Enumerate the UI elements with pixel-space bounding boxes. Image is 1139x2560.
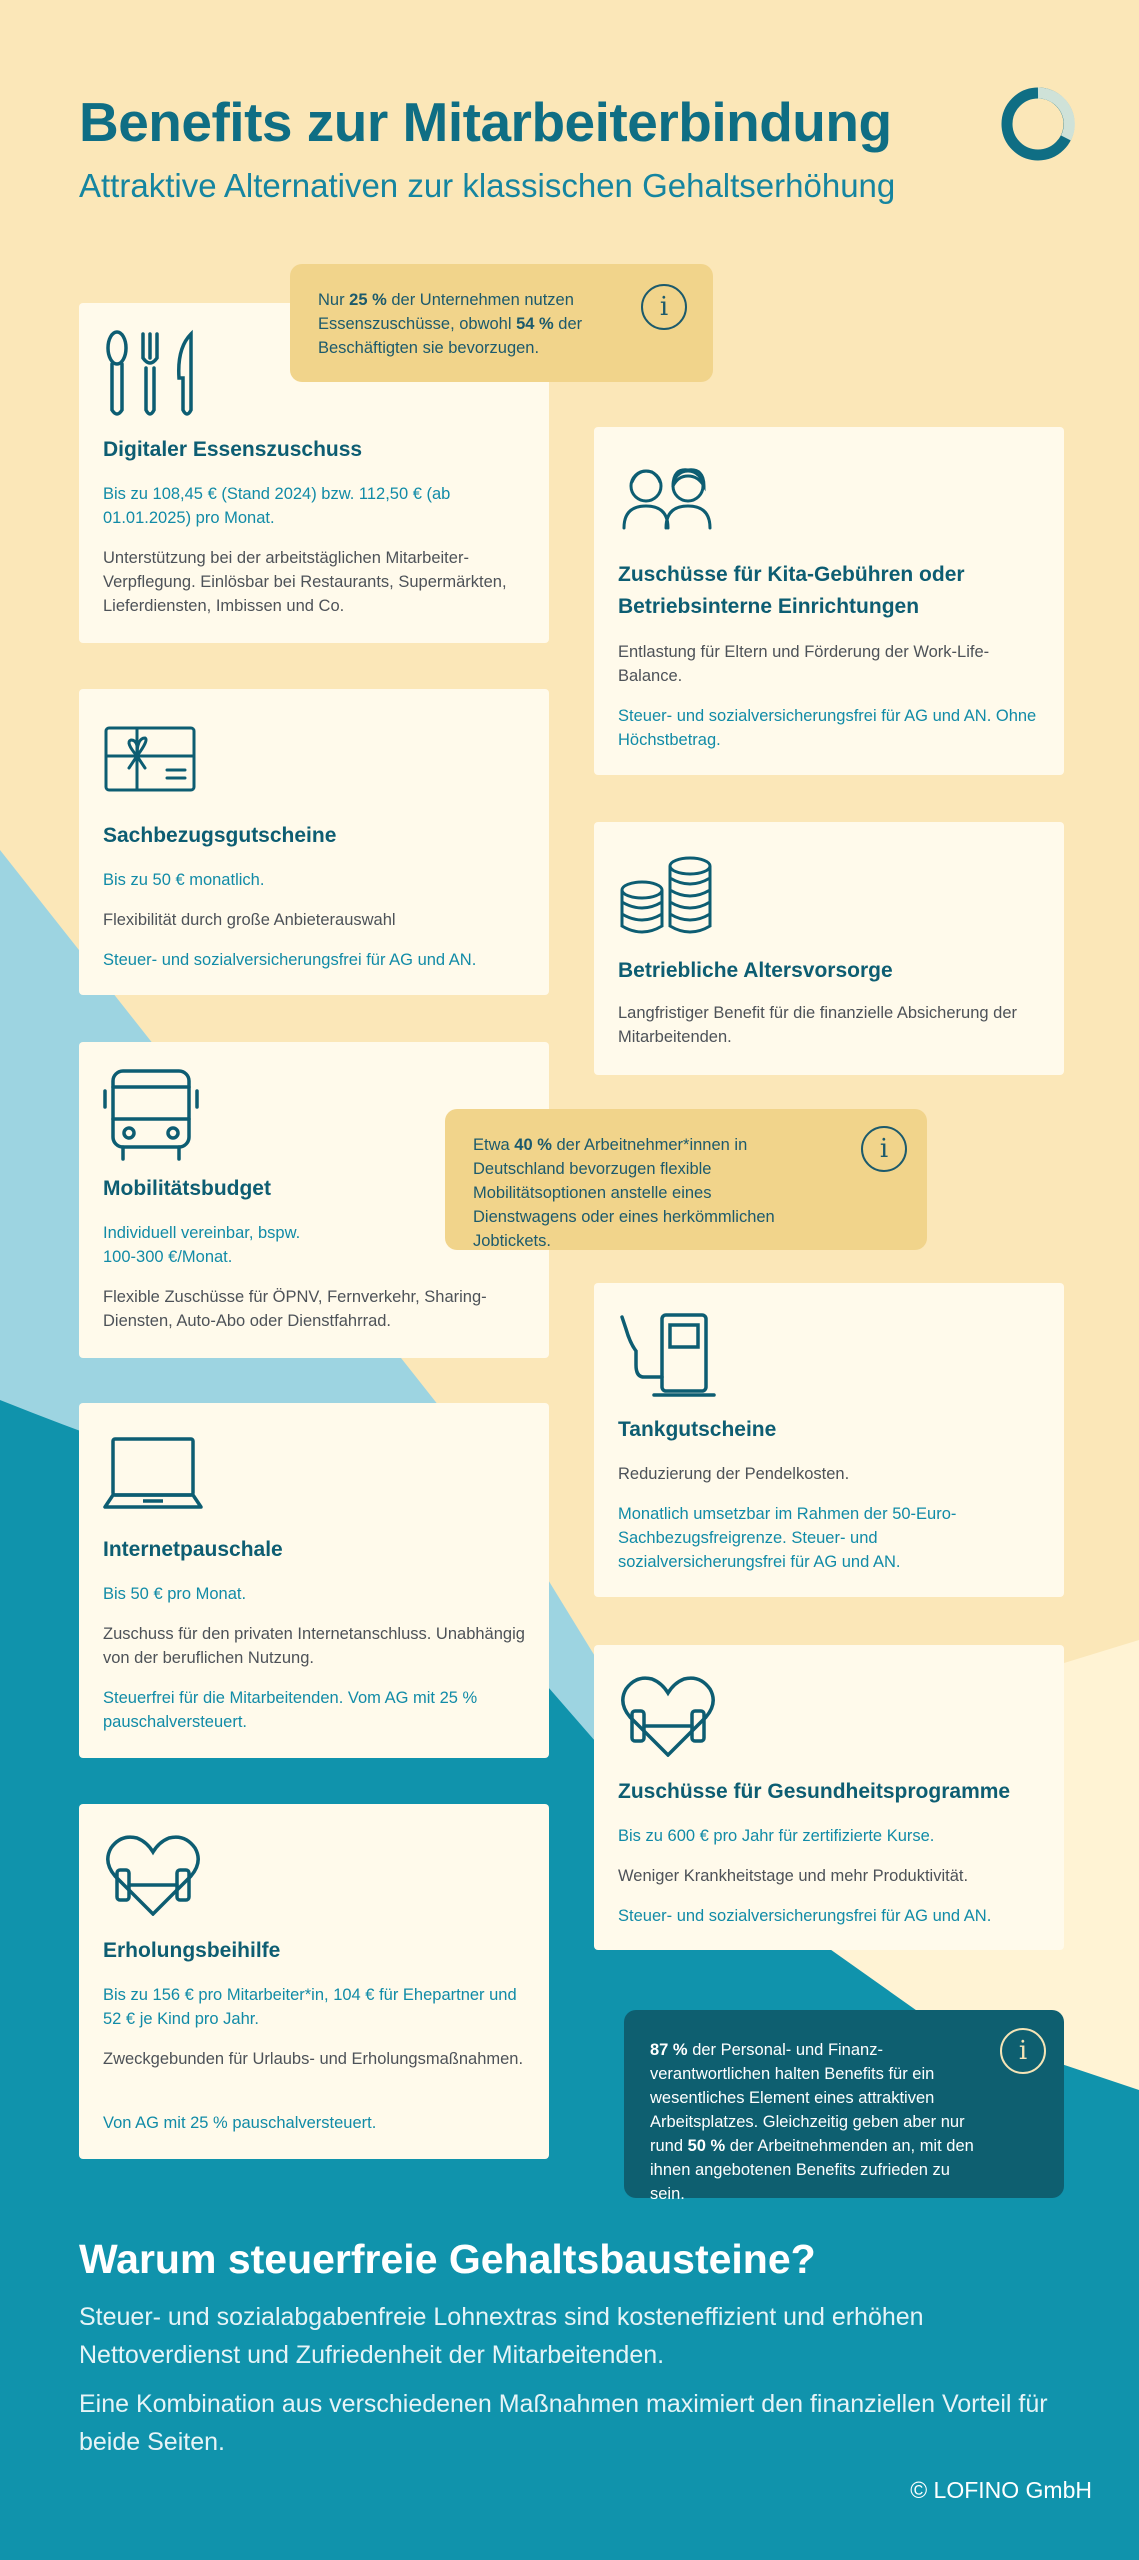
card-kita — [594, 427, 1064, 775]
card-description: Weniger Krankheitstage und mehr Produktivität. — [618, 1867, 969, 1885]
info-icon: i — [641, 284, 687, 330]
card-highlight: Bis zu 50 € monatlich. — [103, 871, 265, 889]
card-highlight: Individuell vereinbar, bspw. 100-300 €/Monat. — [103, 1224, 301, 1266]
card-highlight: Bis zu 600 € pro Jahr für zertifizierte Kurse. — [618, 1827, 935, 1845]
card-description: Zuschuss für den privaten Internetanschluss. Unabhängig von der beruflichen Nutzung. — [103, 1625, 525, 1667]
card-title: Digitaler Essenszuschuss — [103, 438, 363, 461]
info-note-mobilitaet — [445, 1109, 927, 1250]
info-note-essenszuschuss — [290, 264, 713, 382]
card-highlight: Bis 50 € pro Monat. — [103, 1585, 247, 1603]
info-icon: i — [861, 1126, 907, 1172]
card-title: Zuschüsse für Gesundheitsprogramme — [618, 1780, 1011, 1803]
card-highlight: Bis zu 108,45 € (Stand 2024) bzw. 112,50 € (ab 01.01.2025) pro Monat. — [103, 485, 451, 527]
note-text: Nur 25 % der Unternehmen nutzen Essenszuschüsse, obwohl 54 % der Beschäftigten sie bevorzugen. — [318, 291, 583, 357]
page-title: Benefits zur Mitarbeiterbindung — [79, 91, 892, 153]
card-description: Flexibilität durch große Anbieterauswahl — [103, 911, 396, 929]
card-gesundheit — [594, 1645, 1064, 1950]
heart-dumbbell-icon — [103, 1832, 203, 1916]
card-internetpauschale — [79, 1403, 549, 1758]
card-description: Unterstützung bei der arbeitstäglichen Mitarbeiter-Verpflegung. Einlösbar bei Restaurants, Supermärkten, Lieferdiensten, Imbissen und Co. — [103, 549, 507, 615]
cutlery-icon — [103, 328, 203, 423]
card-title: Betriebliche Altersvorsorge — [618, 959, 893, 982]
card-tankgutscheine — [594, 1283, 1064, 1597]
card-title: Zuschüsse für Kita-Gebühren oder Betriebsinterne Einrichtungen — [618, 563, 965, 618]
ring-logo-icon — [998, 84, 1078, 164]
card-description: Langfristiger Benefit für die finanzielle Absicherung der Mitarbeitenden. — [618, 1004, 1017, 1046]
card-highlight: Steuer- und sozialversicherungsfrei für AG und AN. — [618, 1907, 992, 1925]
card-sachbezug — [79, 689, 549, 995]
card-title: Internetpauschale — [103, 1538, 283, 1561]
card-highlight: Monatlich umsetzbar im Rahmen der 50-Euro-Sachbezugsfreigrenze. Steuer- und sozialversicherungsfrei für AG und AN. — [618, 1505, 957, 1571]
section-title: Warum steuerfreie Gehaltsbausteine? — [79, 2236, 816, 2282]
card-highlight: Steuer- und sozialversicherungsfrei für AG und AN. — [103, 951, 477, 969]
note-text: Etwa 40 % der Arbeitnehmer*innen in Deutschland bevorzugen flexible Mobilitätsoptionen anstelle eines Dienstwagens oder eines herkömmlichen Jobtickets. — [473, 1136, 775, 1250]
card-title: Mobilitätsbudget — [103, 1177, 271, 1200]
card-highlight: Steuerfrei für die Mitarbeitenden. Vom AG mit 25 % pauschalversteuert. — [103, 1689, 478, 1731]
card-title: Erholungsbeihilfe — [103, 1939, 281, 1962]
info-note-benefits-zufriedenheit — [624, 2010, 1064, 2203]
heart-dumbbell-icon — [618, 1673, 718, 1757]
section-paragraph: Steuer- und sozialabgabenfreie Lohnextras sind kosteneffizient und erhöhen Nettoverdienst und Zufriedenheit der Mitarbeitenden. — [79, 2303, 924, 2369]
page-subtitle: Attraktive Alternativen zur klassischen Gehaltserhöhung — [79, 167, 896, 204]
card-highlight: Steuer- und sozialversicherungsfrei für AG und AN. Ohne Höchstbetrag. — [618, 707, 1037, 749]
note-text: 87 % der Personal- und Finanz-verantwortlichen halten Benefits für ein wesentliches Element eines attraktiven Arbeitsplatzes. Gleichzeitig geben aber nur rund 50 % der Arbeitnehmenden an, mit den ihnen angebotenen Benefits zufrieden zu sein. — [650, 2041, 974, 2203]
fuel-pump-icon — [618, 1311, 718, 1399]
card-title: Tankgutscheine — [618, 1418, 777, 1441]
coins-icon — [618, 854, 718, 938]
laptop-icon — [103, 1433, 203, 1513]
card-description: Reduzierung der Pendelkosten. — [618, 1465, 850, 1483]
card-highlight: Von AG mit 25 % pauschalversteuert. — [103, 2114, 377, 2132]
gift-card-icon — [103, 724, 199, 794]
card-highlight: Bis zu 156 € pro Mitarbeiter*in, 104 € für Ehepartner und 52 € je Kind pro Jahr. — [103, 1986, 517, 2028]
card-description: Zweckgebunden für Urlaubs- und Erholungsmaßnahmen. — [103, 2050, 524, 2068]
card-description: Entlastung für Eltern und Förderung der Work-Life-Balance. — [618, 643, 990, 685]
card-title: Sachbezugsgutscheine — [103, 824, 337, 847]
section-paragraph: Eine Kombination aus verschiedenen Maßnahmen maximiert den finanziellen Vorteil für beide Seiten. — [79, 2390, 1048, 2456]
bus-icon — [103, 1067, 199, 1162]
card-altersvorsorge — [594, 822, 1064, 1075]
card-description: Flexible Zuschüsse für ÖPNV, Fernverkehr, Sharing-Diensten, Auto-Abo oder Dienstfahrrad. — [103, 1288, 487, 1330]
info-icon: i — [1000, 2028, 1046, 2074]
copyright: © LOFINO GmbH — [910, 2477, 1092, 2503]
card-erholungsbeihilfe — [79, 1804, 549, 2159]
children-icon — [618, 462, 718, 532]
